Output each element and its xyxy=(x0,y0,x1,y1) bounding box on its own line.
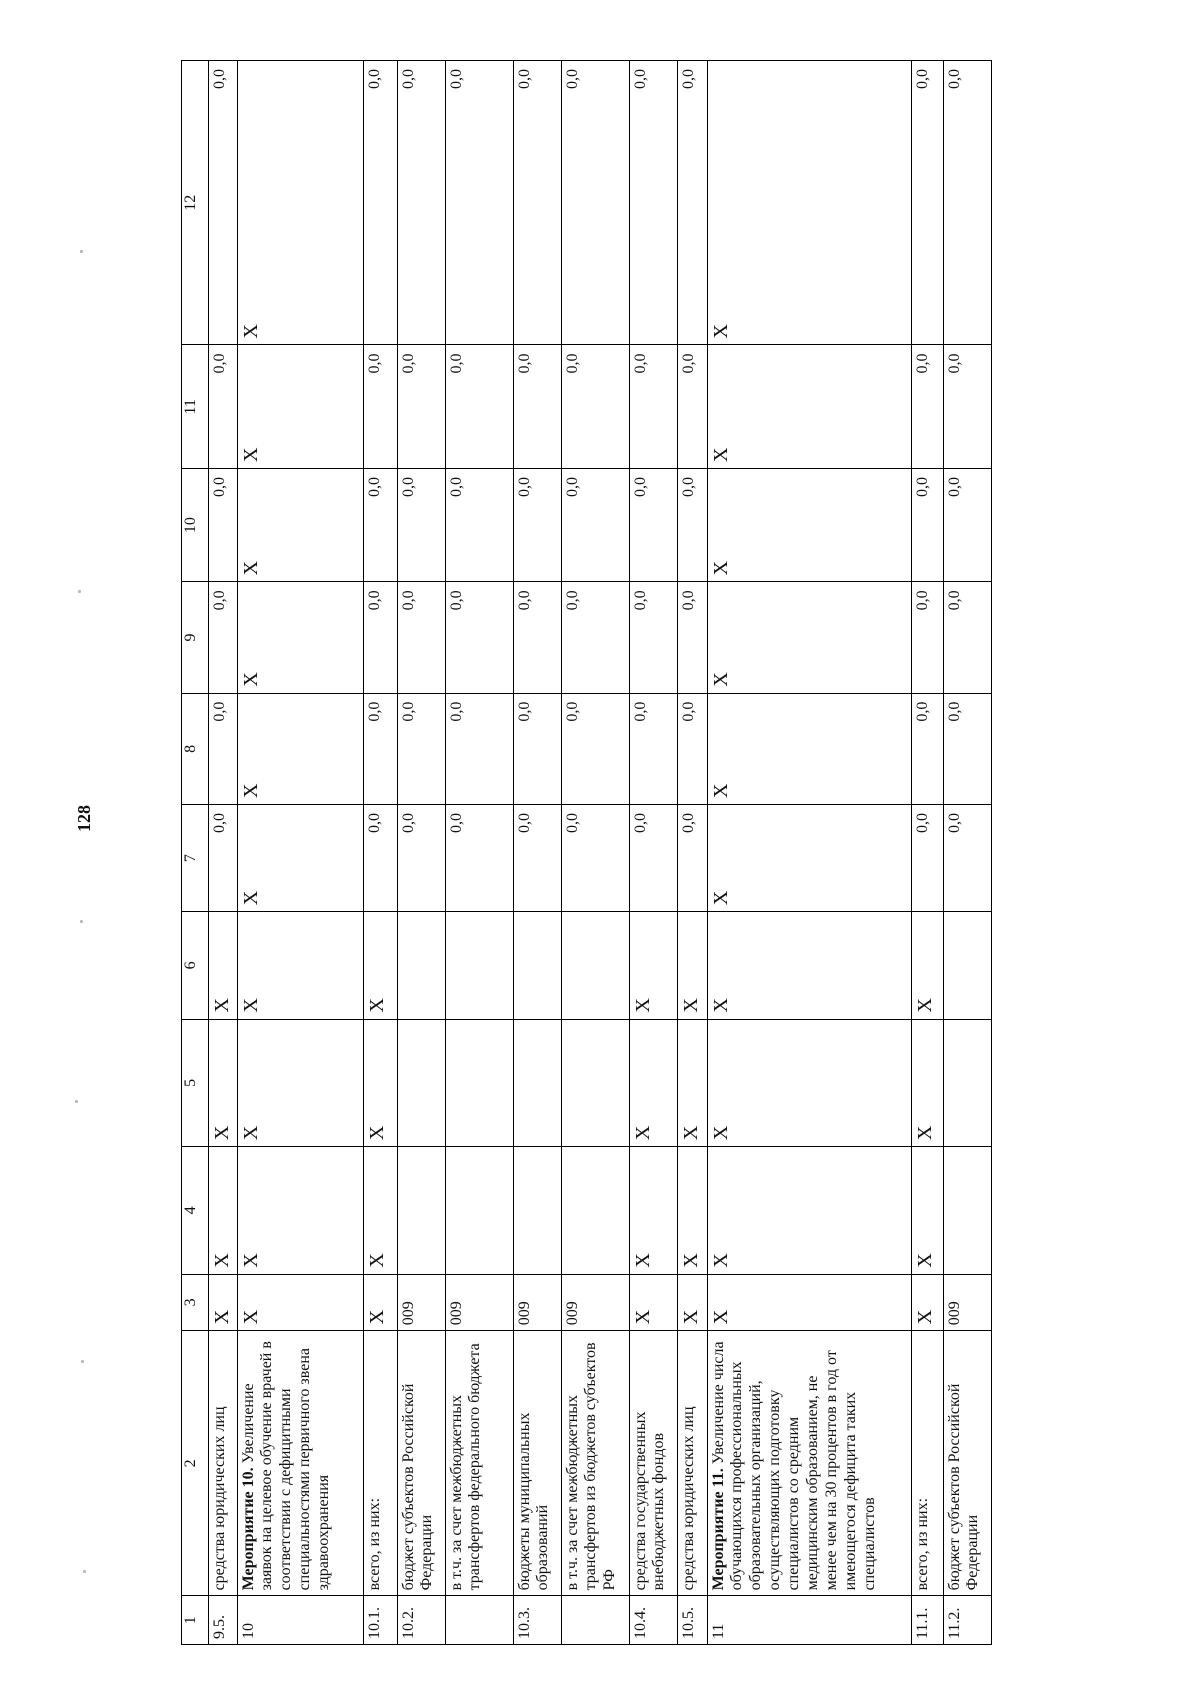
row-number-cell: 10.2. xyxy=(397,1596,445,1645)
value-cell: X xyxy=(237,804,363,911)
value-cell: X xyxy=(707,1147,911,1275)
value-cell: X xyxy=(677,1019,707,1147)
value-cell: 0,0 xyxy=(513,804,561,911)
value-cell: X xyxy=(707,468,911,581)
row-description-cell: средства юридических лиц xyxy=(209,1331,238,1596)
value-cell: 0,0 xyxy=(561,468,629,581)
value-cell: X xyxy=(209,1147,238,1275)
value-cell: 0,0 xyxy=(943,61,991,346)
table-row xyxy=(911,61,943,1645)
value-cell: 0,0 xyxy=(677,468,707,581)
value-cell: X xyxy=(911,1019,943,1147)
column-header: 11 xyxy=(182,345,209,468)
value-cell: 0,0 xyxy=(397,582,445,693)
value-cell: 0,0 xyxy=(363,804,397,911)
value-cell: X xyxy=(707,582,911,693)
value-cell: 0,0 xyxy=(911,61,943,346)
value-cell: 0,0 xyxy=(209,582,238,693)
value-cell: X xyxy=(237,693,363,804)
row-number-cell: 10.3. xyxy=(513,1596,561,1645)
row-description-cell: всего, из них: xyxy=(911,1331,943,1596)
value-cell xyxy=(445,1147,513,1275)
row-description-cell: средства юридических лиц xyxy=(677,1331,707,1596)
row-number-cell: 11 xyxy=(707,1596,911,1645)
value-cell xyxy=(943,1147,991,1275)
value-cell: X xyxy=(237,1019,363,1147)
value-cell: X xyxy=(209,1019,238,1147)
value-cell: 0,0 xyxy=(677,693,707,804)
value-cell: 009 xyxy=(445,1274,513,1331)
activity-title-text: Увеличение числа обучающихся профессиональных образовательных организаций, осуществляющих подготовку специалистов со средним медицинским образованием, не менее чем на 30 процентов в год от имеющегося дефицита таких специалистов xyxy=(709,1341,878,1591)
value-cell: 009 xyxy=(513,1274,561,1331)
value-cell: 0,0 xyxy=(911,468,943,581)
value-cell: 0,0 xyxy=(513,345,561,468)
value-cell: 0,0 xyxy=(445,693,513,804)
row-description-cell: бюджет субъектов Российской Федерации xyxy=(943,1331,991,1596)
value-cell: X xyxy=(363,1147,397,1275)
value-cell: 0,0 xyxy=(629,468,677,581)
value-cell: 0,0 xyxy=(561,804,629,911)
column-header: 3 xyxy=(182,1274,209,1331)
value-cell: 0,0 xyxy=(943,468,991,581)
value-cell: 0,0 xyxy=(397,804,445,911)
value-cell: 0,0 xyxy=(397,693,445,804)
row-description-cell: бюджеты муниципальных образований xyxy=(513,1331,561,1596)
value-cell: 0,0 xyxy=(209,468,238,581)
budget-table xyxy=(181,60,992,1645)
value-cell: 0,0 xyxy=(911,693,943,804)
rotated-table-container xyxy=(181,60,1042,1645)
activity-row xyxy=(707,61,911,1645)
value-cell: 0,0 xyxy=(911,345,943,468)
table-row xyxy=(561,61,629,1645)
value-cell: X xyxy=(237,582,363,693)
value-cell: 0,0 xyxy=(943,582,991,693)
value-cell xyxy=(397,912,445,1019)
value-cell: X xyxy=(363,1274,397,1331)
value-cell: 0,0 xyxy=(397,345,445,468)
value-cell: X xyxy=(911,1147,943,1275)
table-row xyxy=(943,61,991,1645)
row-number-cell: 9.5. xyxy=(209,1596,238,1645)
value-cell: 0,0 xyxy=(397,468,445,581)
value-cell: 0,0 xyxy=(445,345,513,468)
value-cell: X xyxy=(911,1274,943,1331)
row-number-cell: 10.1. xyxy=(363,1596,397,1645)
scan-speck xyxy=(78,590,81,593)
column-header: 2 xyxy=(182,1331,209,1596)
scan-speck xyxy=(75,1100,78,1103)
value-cell xyxy=(445,1019,513,1147)
value-cell: X xyxy=(237,912,363,1019)
column-header: 12 xyxy=(182,61,209,346)
value-cell xyxy=(445,912,513,1019)
row-description-cell: бюджет субъектов Российской Федерации xyxy=(397,1331,445,1596)
value-cell: X xyxy=(363,1019,397,1147)
value-cell: 0,0 xyxy=(561,345,629,468)
value-cell: 0,0 xyxy=(561,61,629,346)
value-cell: X xyxy=(629,1019,677,1147)
value-cell: 0,0 xyxy=(911,804,943,911)
value-cell: X xyxy=(363,912,397,1019)
value-cell: X xyxy=(707,61,911,346)
value-cell: 0,0 xyxy=(445,804,513,911)
value-cell: X xyxy=(237,61,363,346)
table-row xyxy=(397,61,445,1645)
activity-title-bold: Мероприятие 10. xyxy=(239,1467,257,1591)
row-number-cell: 10 xyxy=(237,1596,363,1645)
value-cell: 0,0 xyxy=(677,582,707,693)
header-row xyxy=(182,61,209,1645)
value-cell: 0,0 xyxy=(209,804,238,911)
value-cell xyxy=(397,1019,445,1147)
row-description-cell xyxy=(707,1331,911,1596)
table-row xyxy=(363,61,397,1645)
value-cell: X xyxy=(237,345,363,468)
value-cell: X xyxy=(629,1274,677,1331)
value-cell: 0,0 xyxy=(561,693,629,804)
value-cell xyxy=(561,912,629,1019)
row-description-cell: средства государственных внебюджетных фондов xyxy=(629,1331,677,1596)
value-cell: X xyxy=(677,1147,707,1275)
value-cell: 0,0 xyxy=(513,61,561,346)
value-cell: 0,0 xyxy=(677,804,707,911)
value-cell: 0,0 xyxy=(677,61,707,346)
row-number-cell: 11.1. xyxy=(911,1596,943,1645)
value-cell: 0,0 xyxy=(629,693,677,804)
value-cell: X xyxy=(209,1274,238,1331)
row-number-cell xyxy=(445,1596,513,1645)
row-description-cell: всего, из них: xyxy=(363,1331,397,1596)
column-header: 8 xyxy=(182,693,209,804)
value-cell: 0,0 xyxy=(629,61,677,346)
row-number-cell xyxy=(561,1596,629,1645)
value-cell: 0,0 xyxy=(629,804,677,911)
column-header: 5 xyxy=(182,1019,209,1147)
value-cell: X xyxy=(629,1147,677,1275)
value-cell: 0,0 xyxy=(445,468,513,581)
column-header: 1 xyxy=(182,1596,209,1645)
value-cell: 009 xyxy=(943,1274,991,1331)
value-cell: 0,0 xyxy=(209,345,238,468)
scan-speck xyxy=(81,1360,84,1363)
value-cell: 0,0 xyxy=(397,61,445,346)
value-cell: 0,0 xyxy=(363,61,397,346)
value-cell: 0,0 xyxy=(629,345,677,468)
value-cell: X xyxy=(209,912,238,1019)
value-cell: 0,0 xyxy=(363,582,397,693)
value-cell: X xyxy=(237,1274,363,1331)
table-row xyxy=(677,61,707,1645)
value-cell: X xyxy=(707,1019,911,1147)
value-cell xyxy=(943,912,991,1019)
value-cell: X xyxy=(629,912,677,1019)
value-cell: 0,0 xyxy=(911,582,943,693)
page-number: 128 xyxy=(74,805,94,832)
value-cell: 0,0 xyxy=(363,345,397,468)
row-description-cell: в т.ч. за счет межбюджетных трансфертов федерального бюджета xyxy=(445,1331,513,1596)
value-cell: X xyxy=(911,912,943,1019)
scan-speck xyxy=(80,250,83,253)
value-cell: 0,0 xyxy=(677,345,707,468)
scan-speck xyxy=(80,920,83,923)
value-cell: 0,0 xyxy=(363,468,397,581)
value-cell: X xyxy=(707,804,911,911)
value-cell: X xyxy=(677,1274,707,1331)
value-cell: X xyxy=(677,912,707,1019)
value-cell: 0,0 xyxy=(513,582,561,693)
value-cell xyxy=(397,1147,445,1275)
activity-title-text: Увеличение заявок на целевое обучение врачей в соответствии с дефицитными специальностями первичного звена здравоохранения xyxy=(239,1341,333,1591)
column-header: 10 xyxy=(182,468,209,581)
table-row xyxy=(629,61,677,1645)
value-cell: 0,0 xyxy=(445,582,513,693)
scan-speck xyxy=(83,1570,86,1573)
value-cell: X xyxy=(707,912,911,1019)
value-cell: 0,0 xyxy=(943,345,991,468)
column-header: 6 xyxy=(182,912,209,1019)
column-header: 7 xyxy=(182,804,209,911)
value-cell: 0,0 xyxy=(445,61,513,346)
value-cell xyxy=(561,1019,629,1147)
value-cell: X xyxy=(707,693,911,804)
row-description-cell xyxy=(237,1331,363,1596)
value-cell: 0,0 xyxy=(513,693,561,804)
row-number-cell: 11.2. xyxy=(943,1596,991,1645)
value-cell: 0,0 xyxy=(363,693,397,804)
value-cell: 0,0 xyxy=(943,693,991,804)
value-cell: X xyxy=(237,468,363,581)
value-cell: X xyxy=(707,345,911,468)
table-row xyxy=(513,61,561,1645)
value-cell: 0,0 xyxy=(209,693,238,804)
value-cell xyxy=(513,1147,561,1275)
value-cell xyxy=(513,1019,561,1147)
row-number-cell: 10.5. xyxy=(677,1596,707,1645)
value-cell: 0,0 xyxy=(943,804,991,911)
value-cell: 009 xyxy=(397,1274,445,1331)
table-row xyxy=(209,61,238,1645)
value-cell: 0,0 xyxy=(513,468,561,581)
value-cell: 009 xyxy=(561,1274,629,1331)
row-number-cell: 10.4. xyxy=(629,1596,677,1645)
value-cell: X xyxy=(707,1274,911,1331)
column-header: 9 xyxy=(182,582,209,693)
row-description-cell: в т.ч. за счет межбюджетных трансфертов из бюджетов субъектов РФ xyxy=(561,1331,629,1596)
activity-row xyxy=(237,61,363,1645)
table-row xyxy=(445,61,513,1645)
column-header: 4 xyxy=(182,1147,209,1275)
activity-title-bold: Мероприятие 11. xyxy=(709,1468,727,1591)
value-cell: 0,0 xyxy=(561,582,629,693)
value-cell xyxy=(943,1019,991,1147)
value-cell: 0,0 xyxy=(209,61,238,346)
value-cell xyxy=(561,1147,629,1275)
value-cell: X xyxy=(237,1147,363,1275)
value-cell: 0,0 xyxy=(629,582,677,693)
value-cell xyxy=(513,912,561,1019)
